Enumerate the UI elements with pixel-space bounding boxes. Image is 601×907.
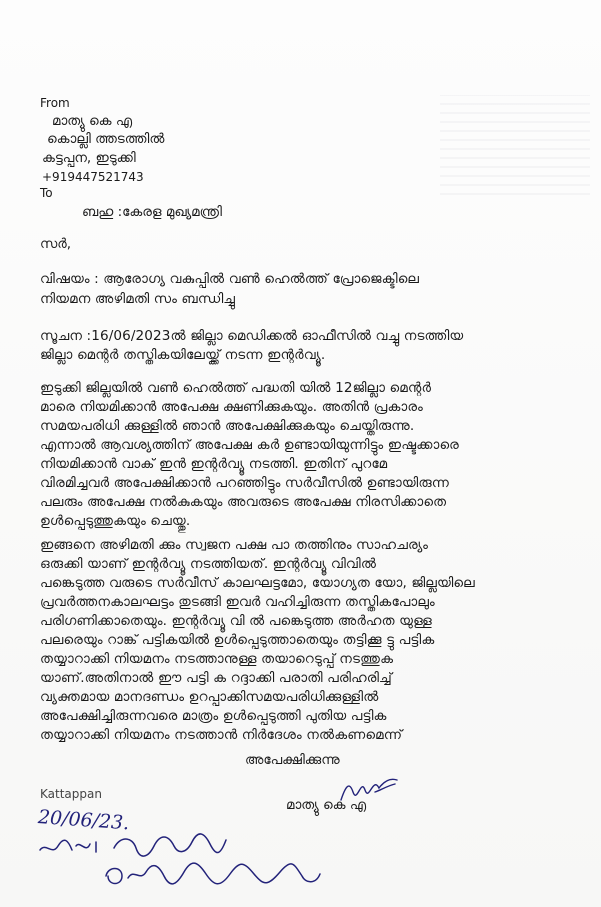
paragraph1-line: വിരമിച്ചവർ അപേക്ഷിക്കാൻ പറഞ്ഞിട്ടും സർവീസിൽ ഉണ്ടായിരുന്ന: [40, 475, 450, 491]
paragraph2-line: ഇങ്ങനെ അഴിമതി ക്കും സ്വജന പക്ഷ പാ തത്തിനും സാഹചര്യം: [40, 537, 429, 553]
handwritten-date: 20/06/23.: [37, 806, 130, 835]
salutation: സർ,: [40, 236, 72, 252]
paragraph1-line: മാരെ നിയമിക്കാൻ അപേക്ഷ ക്ഷണിക്കുകയും. അതിൻ പ്രകാരം: [40, 399, 423, 415]
sender-name: മാത്യു കെ എ: [52, 113, 133, 129]
from-label: From: [40, 96, 70, 110]
place-label: Kattappan: [40, 787, 102, 801]
subject-line: നിയമന അഴിമതി സം ബന്ധിച്ചു: [40, 291, 236, 307]
signature-mark: [335, 770, 415, 810]
paragraph2-line: ഒരുക്കി യാണ് ഇന്റർവ്യൂ നടത്തിയത്. ഇന്റർവ്യൂ വിവിൽ: [40, 556, 377, 572]
paragraph1-line: ഉൾപ്പെടുത്തുകയും ചെയ്തു.: [40, 513, 191, 529]
paragraph2-line: പരിഗണിക്കാതെയും. ഇന്റർവ്യൂ വി ൽ പങ്കെടുത്ത അർഹത യുള്ള: [40, 613, 432, 629]
paragraph2-line: അപേക്ഷിച്ചിരുന്നവരെ മാത്രം ഉൾപ്പെടുത്തി പുതിയ പട്ടിക: [40, 708, 387, 724]
to-label: To: [40, 186, 53, 200]
reference-line: ജില്ലാ മെന്റർ തസ്തികയിലേയ്ക്ക് നടന്ന ഇന്റർവ്യൂ.: [40, 347, 326, 363]
paragraph2-line: വ്യക്തമായ മാനദണ്ഡം ഉറപ്പാക്കിസമയപരിധിക്കുള്ളിൽ: [40, 689, 379, 705]
recipient: ബഹു :കേരള മുഖ്യമന്ത്രി: [82, 204, 222, 220]
paragraph2-line: പങ്കെടുത്ത വരുടെ സർവീസ് കാലഘട്ടമോ, യോഗ്യത യോ, ജില്ലയിലെ: [40, 575, 475, 591]
paragraph1-line: ഇടുക്കി ജില്ലയിൽ വൺ ഹെൽത്ത് പദ്ധതി യിൽ 12ജില്ലാ മെന്റർ: [40, 380, 432, 396]
signature-name: മാത്യു കെ എ: [286, 797, 367, 813]
subject-line: വിഷയം : ആരോഗ്യ വകുപ്പിൽ വൺ ഹെൽത്ത് പ്രോജെക്ടിലെ: [40, 271, 420, 287]
closing: അപേക്ഷിക്കുന്നു: [245, 752, 340, 768]
handwritten-note-scribble: [36, 832, 356, 902]
paragraph2-line: തയ്യാറാക്കി നിയമനം നടത്താനുള്ള തയാറെടുപ്പ് നടത്തുക: [40, 651, 394, 667]
sender-place: കട്ടപ്പന, ഇടുക്കി: [42, 150, 136, 166]
paragraph1-line: സമയപരിധി ക്കുള്ളിൽ ഞാൻ അപേക്ഷിക്കുകയും ചെയ്തിരുന്നു.: [40, 418, 415, 434]
reference-line: സൂചന :16/06/2023ൽ ജില്ലാ മെഡിക്കൽ ഓഫീസിൽ വച്ചു നടത്തിയ: [40, 328, 464, 344]
sender-house: കൊല്ലി ത്തടത്തിൽ: [47, 131, 165, 147]
paragraph1-line: നിയമിക്കാൻ വാക് ഇൻ ഇന്റർവ്യൂ നടത്തി. ഇതിന് പുറമേ: [40, 456, 388, 472]
sender-phone: +919447521743: [42, 170, 144, 184]
paragraph1-line: പലരും അപേക്ഷ നൽകുകയും അവരുടെ അപേക്ഷ നിരസിക്കാതെ: [40, 494, 447, 510]
paragraph2-line: പ്രവർത്തനകാലഘട്ടം തുടങ്ങി ഇവർ വഹിച്ചിരുന്ന തസ്തികപോലും: [40, 594, 435, 610]
paragraph2-line: തയ്യാറാക്കി നിയമനം നടത്താൻ നിർദേശം നൽകണമെന്ന്: [40, 727, 403, 743]
show-through-texture: [440, 95, 590, 195]
paragraph2-line: പലരെയും റാങ്ക് പട്ടികയിൽ ഉൾപ്പെടുത്താതെയും തട്ടിക്കൂ ട്ടു പട്ടിക: [40, 632, 435, 648]
paragraph1-line: എന്നാൽ ആവശ്യത്തിന് അപേക്ഷ കർ ഉണ്ടായിയുന്നിട്ടും ഇഷ്ടക്കാരെ: [40, 437, 459, 453]
paragraph2-line: യാണ്.അതിനാൽ ഈ പട്ടി ക റദ്ദാക്കി പരാതി പരിഹരിച്ച്: [40, 670, 392, 686]
